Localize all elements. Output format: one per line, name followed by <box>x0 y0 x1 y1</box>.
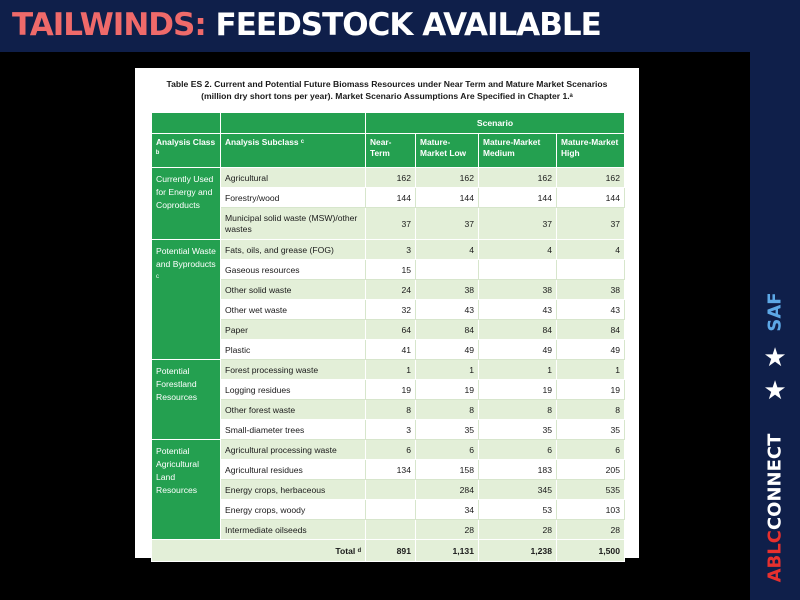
value-cell-high: 49 <box>557 340 625 360</box>
value-cell-med: 38 <box>479 280 557 300</box>
value-cell-high: 8 <box>557 400 625 420</box>
value-cell-med <box>479 260 557 280</box>
table-body <box>152 113 625 562</box>
subclass-cell: Forest processing waste <box>221 360 366 380</box>
value-cell-med: 28 <box>479 520 557 540</box>
value-cell-high <box>557 260 625 280</box>
title-accent: TAILWINDS: <box>12 7 206 43</box>
subclass-cell: Intermediate oilseeds <box>221 520 366 540</box>
analysis-class-cell: Potential Waste and Byproducts ᶜ <box>152 240 221 360</box>
value-cell-low: 144 <box>416 188 479 208</box>
table-row <box>152 300 625 320</box>
subclass-cell: Fats, oils, and grease (FOG) <box>221 240 366 260</box>
col-header-subclass: Analysis Subclass ᶜ <box>221 134 366 168</box>
value-cell-near <box>366 480 416 500</box>
value-cell-high: 37 <box>557 208 625 240</box>
value-cell-low: 35 <box>416 420 479 440</box>
value-cell-med: 49 <box>479 340 557 360</box>
value-cell-med: 345 <box>479 480 557 500</box>
value-cell-high: 84 <box>557 320 625 340</box>
subclass-cell: Plastic <box>221 340 366 360</box>
value-cell-high: 35 <box>557 420 625 440</box>
table-row <box>152 320 625 340</box>
value-cell-near: 19 <box>366 380 416 400</box>
title-main: FEEDSTOCK AVAILABLE <box>215 7 601 43</box>
value-cell-near <box>366 520 416 540</box>
brand-part-ablc: ABLC <box>764 530 786 583</box>
value-cell-high: 38 <box>557 280 625 300</box>
col-header-mature-high: Mature-Market High <box>557 134 625 168</box>
value-cell-low <box>416 260 479 280</box>
table-row <box>152 260 625 280</box>
biomass-table <box>151 112 625 562</box>
col-header-mature-medium: Mature-Market Medium <box>479 134 557 168</box>
value-cell-near: 8 <box>366 400 416 420</box>
scenario-header: Scenario <box>366 113 625 134</box>
value-cell-high: 43 <box>557 300 625 320</box>
value-cell-med: 6 <box>479 440 557 460</box>
subclass-cell: Other forest waste <box>221 400 366 420</box>
value-cell-near: 162 <box>366 168 416 188</box>
subclass-cell: Small-diameter trees <box>221 420 366 440</box>
star-icon: ★ <box>763 375 787 405</box>
slide-title <box>12 7 601 43</box>
subclass-cell: Gaseous resources <box>221 260 366 280</box>
value-cell-near: 64 <box>366 320 416 340</box>
value-cell-low: 28 <box>416 520 479 540</box>
table-row <box>152 400 625 420</box>
value-cell-high: 28 <box>557 520 625 540</box>
value-cell-med: 183 <box>479 460 557 480</box>
subclass-cell: Agricultural residues <box>221 460 366 480</box>
table-row <box>152 340 625 360</box>
table-row <box>152 280 625 300</box>
value-cell-low: 43 <box>416 300 479 320</box>
col-header-class: Analysis Class ᵇ <box>152 134 221 168</box>
table-row <box>152 380 625 400</box>
table-row <box>152 460 625 480</box>
total-value-med: 1,238 <box>479 540 557 562</box>
table-row <box>152 440 625 460</box>
saf-label: SAF <box>764 292 786 332</box>
value-cell-near: 3 <box>366 420 416 440</box>
table-row <box>152 168 625 188</box>
value-cell-low: 84 <box>416 320 479 340</box>
value-cell-near: 15 <box>366 260 416 280</box>
value-cell-near: 144 <box>366 188 416 208</box>
subclass-cell: Logging residues <box>221 380 366 400</box>
value-cell-high: 19 <box>557 380 625 400</box>
value-cell-med: 19 <box>479 380 557 400</box>
caption-line-1: Table ES 2. Current and Potential Future Biomass Resources under Near Term and Mature Market Scenarios <box>166 79 608 89</box>
value-cell-med: 162 <box>479 168 557 188</box>
value-cell-med: 35 <box>479 420 557 440</box>
table-row <box>152 188 625 208</box>
value-cell-low: 49 <box>416 340 479 360</box>
value-cell-near: 32 <box>366 300 416 320</box>
subclass-cell: Agricultural processing waste <box>221 440 366 460</box>
value-cell-near: 134 <box>366 460 416 480</box>
subclass-cell: Other solid waste <box>221 280 366 300</box>
value-cell-high: 205 <box>557 460 625 480</box>
value-cell-med: 43 <box>479 300 557 320</box>
table-row <box>152 208 625 240</box>
value-cell-near: 37 <box>366 208 416 240</box>
value-cell-low: 162 <box>416 168 479 188</box>
value-cell-low: 37 <box>416 208 479 240</box>
value-cell-low: 19 <box>416 380 479 400</box>
analysis-class-cell: Potential Forestland Resources <box>152 360 221 440</box>
value-cell-near: 41 <box>366 340 416 360</box>
value-cell-near <box>366 500 416 520</box>
subclass-cell: Agricultural <box>221 168 366 188</box>
value-cell-med: 4 <box>479 240 557 260</box>
total-value-near: 891 <box>366 540 416 562</box>
value-cell-low: 8 <box>416 400 479 420</box>
value-cell-med: 1 <box>479 360 557 380</box>
total-value-high: 1,500 <box>557 540 625 562</box>
table-row <box>152 420 625 440</box>
subclass-cell: Energy crops, herbaceous <box>221 480 366 500</box>
value-cell-high: 162 <box>557 168 625 188</box>
col-header-mature-low: Mature-Market Low <box>416 134 479 168</box>
subclass-cell: Paper <box>221 320 366 340</box>
value-cell-near: 24 <box>366 280 416 300</box>
table-caption <box>135 68 639 100</box>
value-cell-low: 6 <box>416 440 479 460</box>
value-cell-high: 103 <box>557 500 625 520</box>
value-cell-low: 1 <box>416 360 479 380</box>
value-cell-near: 3 <box>366 240 416 260</box>
document-image <box>135 68 639 558</box>
subclass-cell: Other wet waste <box>221 300 366 320</box>
value-cell-low: 4 <box>416 240 479 260</box>
value-cell-near: 1 <box>366 360 416 380</box>
total-label: Total ᵈ <box>152 540 366 562</box>
analysis-class-cell: Potential Agricultural Land Resources <box>152 440 221 540</box>
subclass-cell: Energy crops, woody <box>221 500 366 520</box>
brand-logo <box>765 434 786 583</box>
value-cell-high: 6 <box>557 440 625 460</box>
table-row <box>152 360 625 380</box>
table-row <box>152 240 625 260</box>
value-cell-med: 37 <box>479 208 557 240</box>
value-cell-high: 1 <box>557 360 625 380</box>
table-row <box>152 480 625 500</box>
total-row <box>152 540 625 562</box>
caption-line-2: (million dry short tons per year). Market Scenario Assumptions Are Specified in Chapter 1.ᵃ <box>201 91 573 101</box>
value-cell-med: 53 <box>479 500 557 520</box>
value-cell-med: 84 <box>479 320 557 340</box>
value-cell-high: 144 <box>557 188 625 208</box>
value-cell-med: 144 <box>479 188 557 208</box>
value-cell-high: 4 <box>557 240 625 260</box>
column-header-row <box>152 134 625 168</box>
value-cell-high: 535 <box>557 480 625 500</box>
table-row <box>152 500 625 520</box>
value-cell-low: 284 <box>416 480 479 500</box>
table-row <box>152 520 625 540</box>
value-cell-low: 34 <box>416 500 479 520</box>
col-header-near-term: Near-Term <box>366 134 416 168</box>
subclass-cell: Municipal solid waste (MSW)/other wastes <box>221 208 366 240</box>
value-cell-low: 158 <box>416 460 479 480</box>
value-cell-low: 38 <box>416 280 479 300</box>
analysis-class-cell: Currently Used for Energy and Coproducts <box>152 168 221 240</box>
scenario-header-row <box>152 113 625 134</box>
brand-part-connect: CONNECT <box>764 433 786 531</box>
value-cell-near: 6 <box>366 440 416 460</box>
subclass-cell: Forestry/wood <box>221 188 366 208</box>
total-value-low: 1,131 <box>416 540 479 562</box>
value-cell-med: 8 <box>479 400 557 420</box>
star-icon: ★ <box>763 342 787 372</box>
